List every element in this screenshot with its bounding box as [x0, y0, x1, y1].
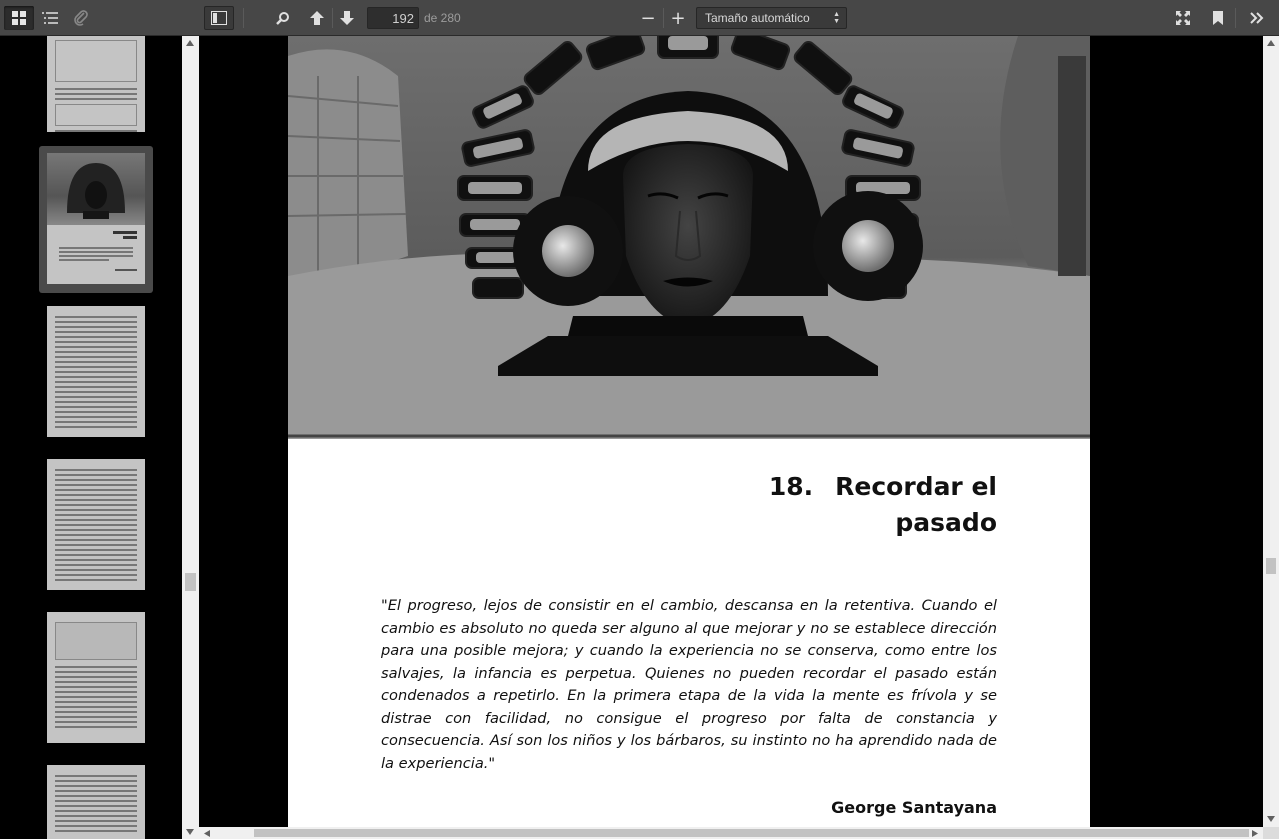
- search-icon: [276, 11, 290, 25]
- fullscreen-button[interactable]: [1171, 6, 1195, 30]
- page-thumbnail[interactable]: [47, 612, 145, 743]
- toolbar-separator: [243, 8, 244, 28]
- chapter-title-line1: Recordar el: [835, 472, 997, 501]
- viewer-hscroll-thumb[interactable]: [254, 829, 1249, 837]
- zoom-select-value: Tamaño automático: [705, 11, 810, 25]
- scroll-up-arrow-icon[interactable]: [186, 40, 194, 46]
- document-viewer[interactable]: [199, 36, 1263, 827]
- aztec-mask-photo: [288, 36, 1090, 439]
- outline-view-button[interactable]: [35, 6, 65, 30]
- thumbnail-photo: [47, 153, 145, 225]
- toolbar-separator: [663, 8, 664, 28]
- next-page-icon: [339, 10, 355, 26]
- toolbar-separator: [1235, 8, 1236, 28]
- page-thumbnail[interactable]: [47, 459, 145, 590]
- viewer-vertical-scrollbar[interactable]: [1263, 36, 1279, 827]
- chapter-epigraph-quote: "El progreso, lejos de consistir en el cambio, descansa en la retentiva. Cuando el cambio es absoluto no queda ser alguno al que mejorar y no se establece dirección para una posible mejora; y cuando la experiencia no se conserva, como entre los salvajes, la infancia es perpetua. Quienes no pueden recordar el pasado están condenados a repetirlo. En la primera etapa de la vida la mente es frívola y se distrae con facilidad, no consigue el progreso por falta de constancia y consecuencia. Así son los niños y los bárbaros, su instinto no ha aprendido nada de la experiencia.": [381, 597, 997, 772]
- scrollbar-corner: [1263, 827, 1279, 839]
- tools-icon: [1250, 12, 1264, 24]
- main-toolbar: [199, 0, 1279, 36]
- previous-page-button[interactable]: [305, 6, 329, 30]
- fullscreen-icon: [1176, 11, 1190, 25]
- thumbnail-table: [55, 40, 137, 82]
- attachments-icon: [73, 10, 89, 26]
- page-thumbnail-selected[interactable]: [47, 153, 145, 284]
- page-thumbnail[interactable]: [47, 765, 145, 839]
- quote-author: George Santayana: [831, 798, 997, 817]
- chapter-title-line2: pasado: [895, 508, 997, 537]
- toolbar-separator: [332, 8, 333, 28]
- sidebar-toggle-icon: [211, 11, 227, 25]
- sidebar-scrollbar[interactable]: [182, 36, 199, 839]
- attachments-view-button[interactable]: [66, 6, 96, 30]
- document-page: [288, 36, 1090, 827]
- select-arrows-icon: ▲ ▼: [833, 11, 840, 25]
- sidebar-scroll-thumb[interactable]: [185, 573, 196, 591]
- viewer-horizontal-scrollbar[interactable]: [199, 827, 1263, 839]
- page-number-input[interactable]: [367, 7, 419, 29]
- search-button[interactable]: [271, 6, 295, 30]
- page-thumbnail[interactable]: [47, 306, 145, 437]
- sidebar-toggle-button[interactable]: [204, 6, 234, 30]
- page-count-label: de 280: [424, 11, 461, 25]
- next-page-button[interactable]: [335, 6, 359, 30]
- scroll-down-arrow-icon[interactable]: [186, 829, 194, 835]
- scroll-up-arrow-icon[interactable]: [1267, 40, 1275, 46]
- thumbnail-table: [55, 622, 137, 660]
- zoom-out-button[interactable]: −: [640, 7, 656, 29]
- thumbnail-table: [55, 104, 137, 126]
- thumbnails-icon: [12, 11, 26, 25]
- scroll-right-arrow-icon[interactable]: [1252, 830, 1258, 837]
- chapter-title: [769, 469, 997, 541]
- scroll-down-arrow-icon[interactable]: [1267, 816, 1275, 822]
- page-thumbnail[interactable]: [47, 36, 145, 132]
- bookmark-button[interactable]: [1206, 6, 1230, 30]
- viewer-scroll-thumb[interactable]: [1266, 558, 1276, 574]
- sidebar-toolbar: [0, 0, 199, 36]
- bookmark-icon: [1213, 11, 1223, 25]
- previous-page-icon: [309, 10, 325, 26]
- zoom-select[interactable]: [696, 7, 847, 29]
- thumbnails-view-button[interactable]: [4, 6, 34, 30]
- tools-button[interactable]: [1245, 6, 1269, 30]
- outline-icon: [42, 11, 58, 25]
- chapter-number: 18.: [768, 472, 814, 501]
- zoom-in-button[interactable]: +: [670, 7, 686, 29]
- scroll-left-arrow-icon[interactable]: [204, 830, 210, 837]
